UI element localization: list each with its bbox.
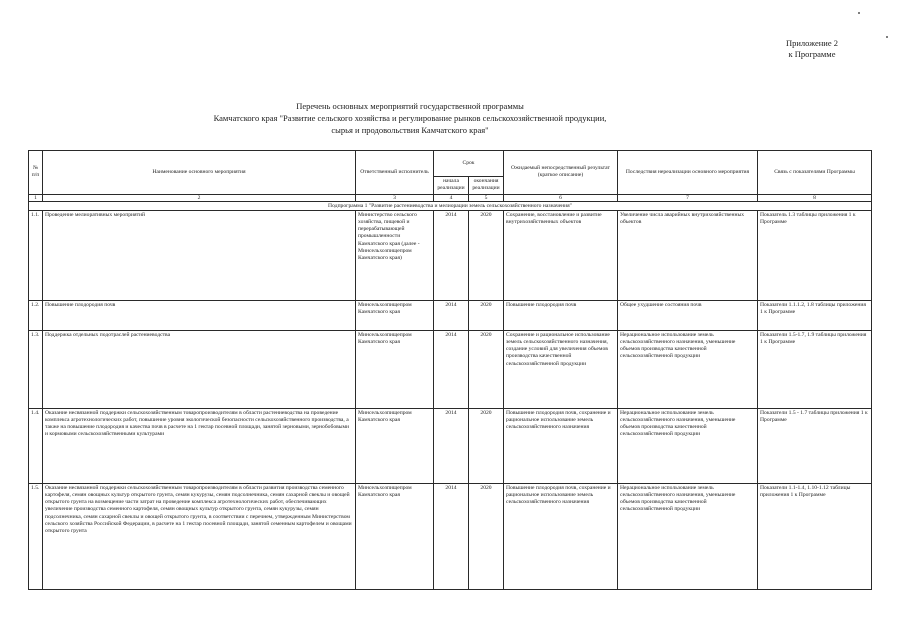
subprogram-row: [29, 201, 872, 210]
row-result: Сохранение и рациональное использование земель сельскохозяйственного назначения, создание условий для увеличения объемов производства качественной сельскохозяйственной продукции: [504, 330, 618, 408]
table-row: [29, 300, 872, 330]
row-end: 2020: [469, 210, 504, 300]
row-link: Показатель 1.3 таблицы приложения 1 к Программе: [758, 210, 872, 300]
header-term-end: окончания реализации: [469, 177, 504, 195]
header-consequences: Последствия нереализации основного мероприятия: [618, 151, 758, 195]
row-num: 1.2.: [29, 300, 43, 330]
table-row: [29, 330, 872, 408]
header-term: Срок: [434, 151, 504, 177]
header-executor: Ответственный исполнитель: [356, 151, 434, 195]
appendix-label: [752, 38, 872, 60]
table-row: [29, 210, 872, 300]
col-number: 4: [434, 194, 469, 201]
row-result: Сохранение, восстановление и развитие внутрихозяйственных объектов: [504, 210, 618, 300]
row-executor: Министерство сельского хозяйства, пищевой и перерабатывающей промышленности Камчатского края (далее - Минсельхозпищепром Камчатского края): [356, 210, 434, 300]
col-number: 6: [504, 194, 618, 201]
title-line-3: сырья и продовольствия Камчатского края": [331, 125, 489, 135]
row-name: Проведение мелиоративных мероприятий: [43, 210, 356, 300]
row-executor: Минсельхозпищепром Камчатского края: [356, 408, 434, 483]
document-title: [160, 100, 660, 136]
row-consequences: Общее ухудшение состояния почв: [618, 300, 758, 330]
row-consequences: Нерациональное использование земель сельскохозяйственного назначения, уменьшение объемов производства качественной сельскохозяйственной продукции: [618, 408, 758, 483]
row-start: 2014: [434, 408, 469, 483]
col-number: 8: [758, 194, 872, 201]
row-name: Оказание несвязанной поддержки сельскохозяйственным товаропроизводителям в области растениеводства на проведение комплекса агротехнологических работ, повышение уровня экологической безопасности сельскохозяйственного производства, а также на повышение плодородия и качества почв в расчете на 1 гектар посевной площади, занятой зерновыми, зернобобовыми и кормовыми сельскохозяйственными культурами: [43, 408, 356, 483]
appendix-line-2: к Программе: [788, 49, 836, 59]
row-consequences: Нерациональное использование земель сельскохозяйственного назначения, уменьшение объемов производства качественной сельскохозяйственной продукции: [618, 330, 758, 408]
scan-speck: [858, 12, 860, 14]
table-row: [29, 408, 872, 483]
row-result: Повышение плодородия почв: [504, 300, 618, 330]
col-number: 5: [469, 194, 504, 201]
row-consequences: Нерациональное использование земель сельскохозяйственного назначения, уменьшение объемов производства качественной сельскохозяйственной продукции: [618, 483, 758, 589]
row-num: 1.3.: [29, 330, 43, 408]
header-row: [29, 151, 872, 177]
title-line-2: Камчатского края "Развитие сельского хозяйства и регулирование рынков сельскохозяйственной продукции,: [213, 113, 607, 123]
col-number: 7: [618, 194, 758, 201]
row-result: Повышение плодородия почв, сохранение и рациональное использование земель сельскохозяйственного назначения: [504, 408, 618, 483]
row-executor: Минсельхозпищепром Камчатского края: [356, 483, 434, 589]
row-link: Показатели 1.1.1.2, 1.8 таблицы приложения 1 к Программе: [758, 300, 872, 330]
header-link: Связь с показателями Программы: [758, 151, 872, 195]
header-num: № п/п: [29, 151, 43, 195]
row-executor: Минсельхозпищепром Камчатского края: [356, 300, 434, 330]
row-end: 2020: [469, 483, 504, 589]
row-consequences: Увеличение числа аварийных внутрихозяйственных объектов: [618, 210, 758, 300]
measures-table: [28, 150, 872, 590]
row-name: Оказание несвязанной поддержки сельскохозяйственным товаропроизводителям в области развития производства семенного картофеля, семян овощных культур открытого грунта, семян кукурузы, семян подсолнечника, семян сахарной свеклы и овощей открытого грунта на возмещение части затрат на проведение комплекса агротехнологических работ, обеспечивающих увеличение производства семенного картофеля, семян овощных культур открытого грунта, семян кукурузы, семян подсолнечника, семян сахарной свеклы и овощей открытого грунта, в соответствии с перечнем, утвержденным Министерством сельского хозяйства Российской Федерации, в расчете на 1 гектар посевной площади, занятой семенным картофелем и овощами открытого грунта: [43, 483, 356, 589]
row-link: Показатели 1.5-1.7, 1.9 таблицы приложения 1 к Программе: [758, 330, 872, 408]
row-num: 1.1.: [29, 210, 43, 300]
scan-speck: [886, 36, 888, 38]
row-name: Повышение плодородия почв: [43, 300, 356, 330]
row-start: 2014: [434, 330, 469, 408]
row-executor: Минсельхозпищепром Камчатского края: [356, 330, 434, 408]
row-num: 1.5.: [29, 483, 43, 589]
row-result: Повышение плодородия почв, сохранение и рациональное использование земель сельскохозяйственного назначения: [504, 483, 618, 589]
row-end: 2020: [469, 408, 504, 483]
row-start: 2014: [434, 300, 469, 330]
row-start: 2014: [434, 483, 469, 589]
col-number: 1: [29, 194, 43, 201]
header-name: Наименование основного мероприятия: [43, 151, 356, 195]
title-line-1: Перечень основных мероприятий государственной программы: [296, 101, 524, 111]
row-link: Показатели 1.1-1.4, 1.10-1.12 таблицы приложения 1 к Программе: [758, 483, 872, 589]
appendix-line-1: Приложение 2: [786, 38, 838, 48]
header-term-start: начала реализации: [434, 177, 469, 195]
row-end: 2020: [469, 300, 504, 330]
row-num: 1.4.: [29, 408, 43, 483]
col-number: 3: [356, 194, 434, 201]
row-link: Показатели 1.5 - 1.7 таблицы приложения 1 к Программе: [758, 408, 872, 483]
col-number: 2: [43, 194, 356, 201]
row-end: 2020: [469, 330, 504, 408]
table-row: [29, 483, 872, 589]
column-number-row: [29, 194, 872, 201]
row-name: Поддержка отдельных подотраслей растениеводства: [43, 330, 356, 408]
subprogram-title: Подпрограмма 1 "Развитие растениеводства и мелиорации земель сельскохозяйственного назначения": [29, 201, 872, 210]
row-start: 2014: [434, 210, 469, 300]
header-result: Ожидаемый непосредственный результат (краткое описание): [504, 151, 618, 195]
